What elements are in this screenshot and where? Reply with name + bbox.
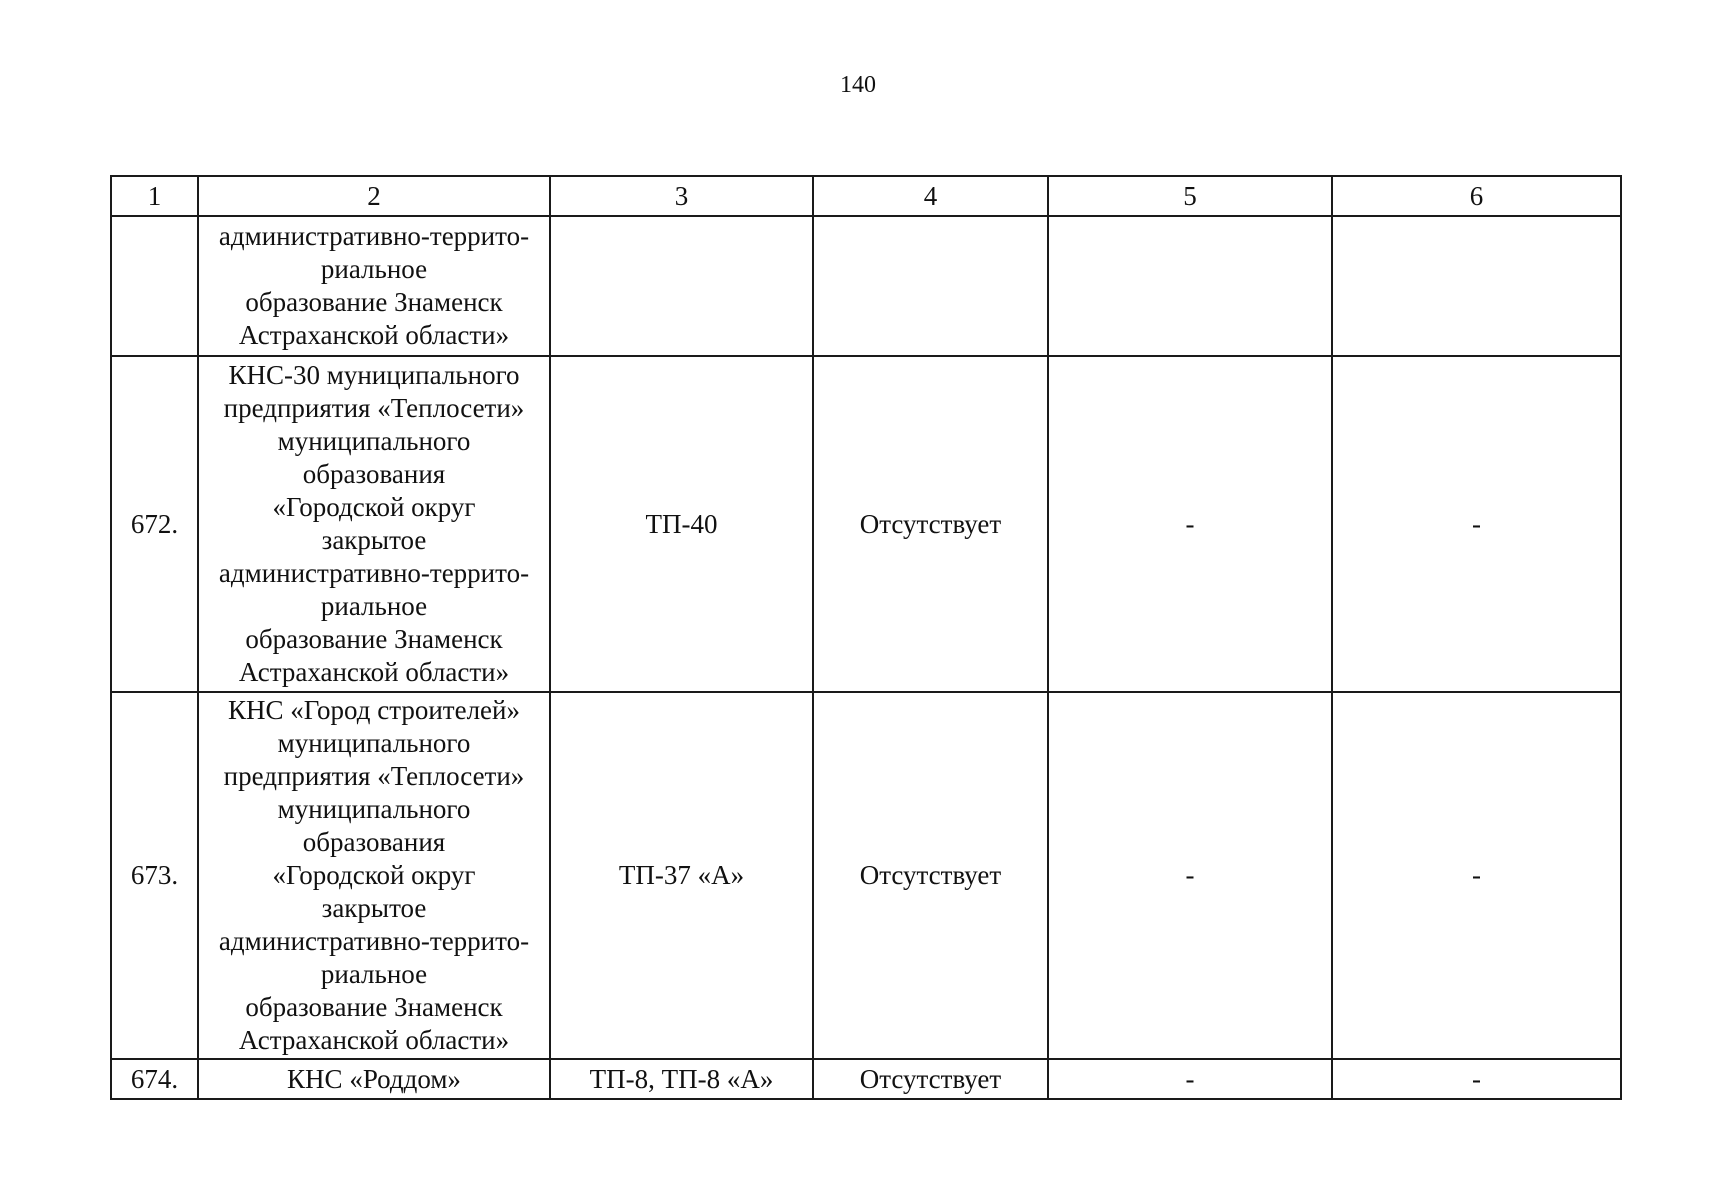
row-number: 673. [111,692,198,1059]
object-name-line: КНС «Роддом» [287,1063,461,1094]
table-row [111,356,1621,692]
column-5-cell [1048,216,1332,356]
object-name [198,216,550,356]
object-name-line: предприятия «Теплосети» [223,393,525,423]
object-name-line: предприятия «Теплосети» [223,761,525,791]
object-name-line: «Городской округ [272,492,476,522]
column-6-cell: - [1332,356,1621,692]
column-5-cell: - [1048,356,1332,692]
column-header-6: 6 [1332,176,1621,216]
object-name-line: административно-террито- [218,221,530,251]
data-table [110,175,1622,1100]
column-6-cell: - [1332,1059,1621,1099]
page-number: 140 [840,72,876,98]
transformer-substation [550,216,813,356]
column-header-2: 2 [198,176,550,216]
table-row [111,216,1621,356]
status-cell: Отсутствует [813,1059,1048,1099]
object-name-line: муниципального [277,728,471,758]
object-name-line: Астраханской области» [238,657,510,687]
object-name-line: «Городской округ [272,860,476,890]
object-name-line: закрытое [321,525,427,555]
object-name-line: образование Знаменск [245,992,503,1022]
object-name [198,692,550,1059]
column-6-cell [1332,216,1621,356]
column-5-cell: - [1048,692,1332,1059]
column-header-3: 3 [550,176,813,216]
transformer-substation: ТП-8, ТП-8 «А» [550,1059,813,1099]
column-header-1: 1 [111,176,198,216]
object-name-line: Астраханской области» [238,1025,510,1055]
column-5-cell: - [1048,1059,1332,1099]
object-name-line: образование Знаменск [245,287,503,317]
table-row [111,1059,1621,1099]
object-name-line: риальное [320,959,428,989]
column-header-4: 4 [813,176,1048,216]
object-name [198,356,550,692]
status-cell [813,216,1048,356]
column-6-cell: - [1332,692,1621,1059]
row-number: 672. [111,356,198,692]
status-cell: Отсутствует [813,356,1048,692]
object-name-line: административно-террито- [218,558,530,588]
object-name-line: КНС «Город строителей» [228,695,520,725]
object-name-line: муниципального [277,426,471,456]
table-row [111,692,1621,1059]
status-cell: Отсутствует [813,692,1048,1059]
object-name-line: муниципального [277,794,471,824]
object-name [198,1059,550,1099]
object-name-line: образование Знаменск [245,624,503,654]
object-name-line: риальное [320,254,428,284]
object-name-line: административно-террито- [218,926,530,956]
object-name-line: риальное [320,591,428,621]
column-header-5: 5 [1048,176,1332,216]
object-name-line: КНС-30 муниципального [228,360,520,390]
object-name-line: Астраханской области» [238,320,510,350]
transformer-substation: ТП-40 [550,356,813,692]
row-number [111,216,198,356]
object-name-line: образования [302,459,446,489]
header-row [111,176,1621,216]
transformer-substation: ТП-37 «А» [550,692,813,1059]
object-name-line: образования [302,827,446,857]
object-name-line: закрытое [321,893,427,923]
row-number: 674. [111,1059,198,1099]
